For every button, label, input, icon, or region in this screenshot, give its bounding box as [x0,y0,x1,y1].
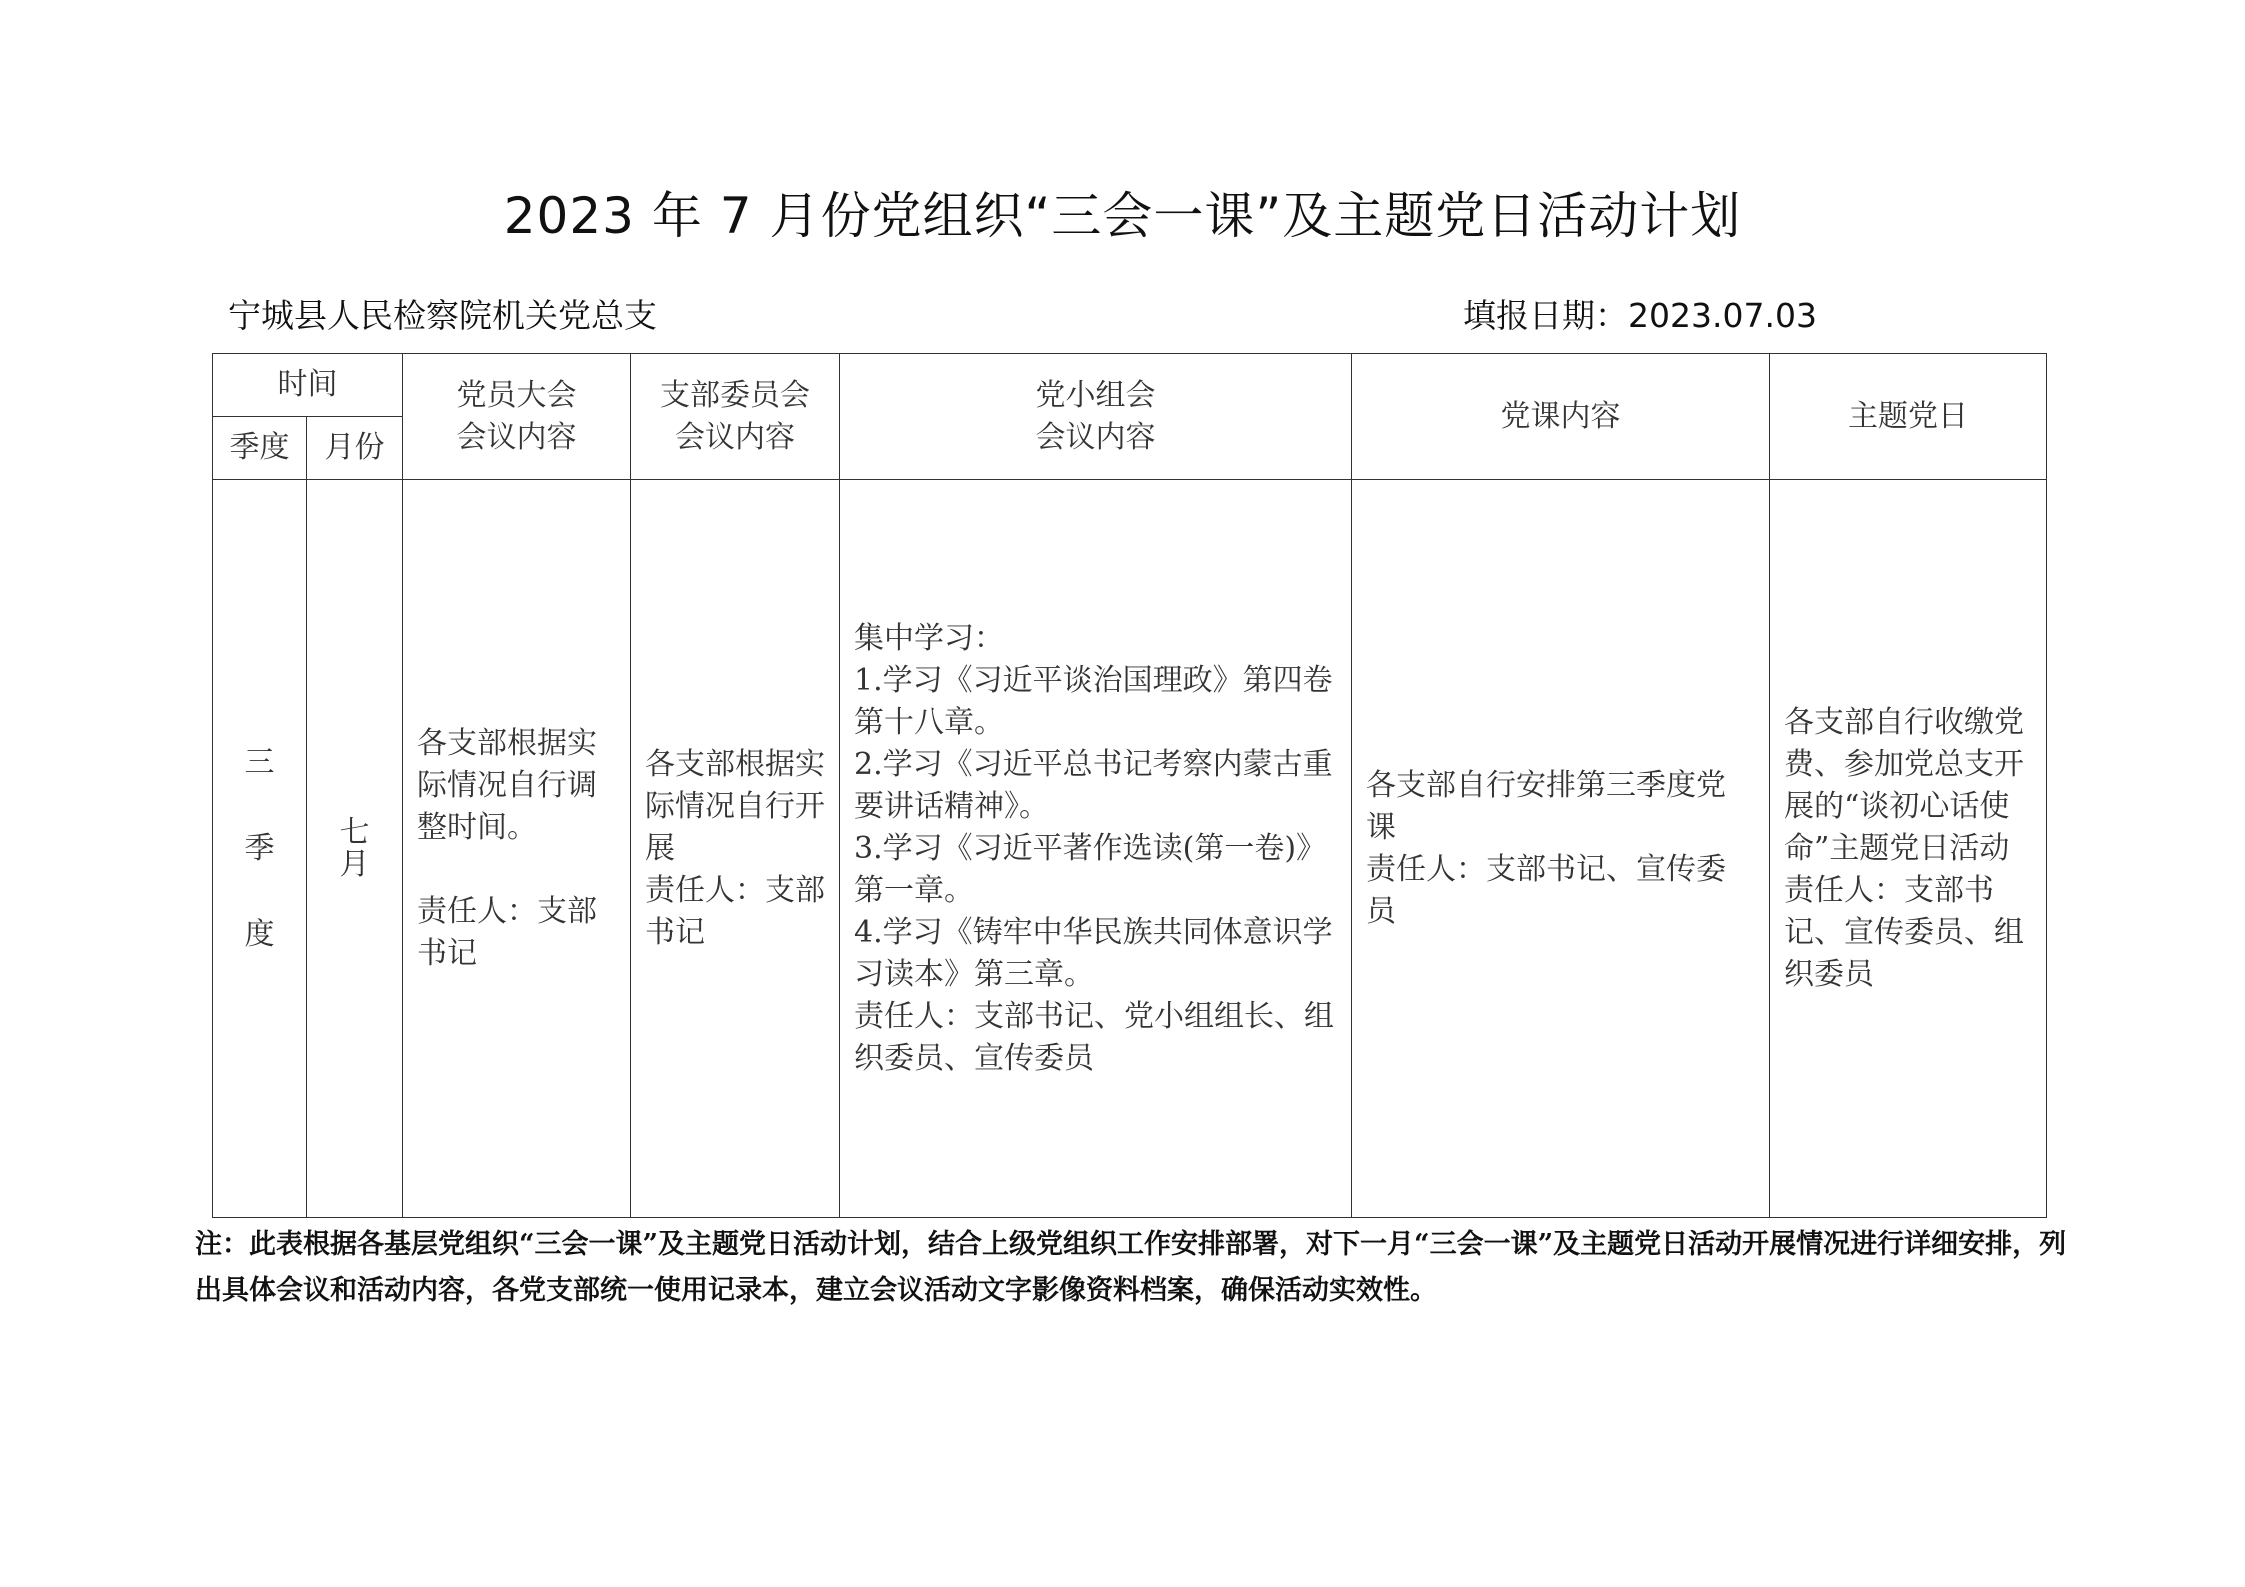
page-title: 2023 年 7 月份党组织“三会一课”及主题党日活动计划 [503,187,1742,245]
header-theme-day: 主题党日 [1770,354,2047,480]
header-party-lesson: 党课内容 [1352,354,1770,480]
activity-plan-table [212,353,2047,1218]
cell-quarter: 三 季 度 [213,480,307,1218]
header-time: 时间 [213,354,403,417]
cell-month: 七 月 [307,480,403,1218]
cell-group-meeting: 集中学习： 1.学习《习近平谈治国理政》第四卷第十八章。 2.学习《习近平总书记考察内蒙古重要讲话精神》。 3.学习《习近平著作选读(第一卷)》第一章。 4.学习《铸牢中华民族共同体意识学习读本》第三章。 责任人：支部书记、党小组组长、组织委员、宣传委员 [840,480,1352,1218]
fill-date: 填报日期：2023.07.03 [1463,296,1817,335]
header-month: 月份 [307,417,403,480]
organization-name: 宁城县人民检察院机关党总支 [228,296,657,335]
cell-theme-day: 各支部自行收缴党费、参加党总支开展的“谈初心话使命”主题党日活动 责任人：支部书记、宣传委员、组织委员 [1770,480,2047,1218]
header-branch-committee: 支部委员会 会议内容 [631,354,840,480]
header-member-meeting: 党员大会 会议内容 [403,354,631,480]
table-row [213,480,2047,1218]
cell-member-meeting: 各支部根据实际情况自行调整时间。 责任人：支部书记 [403,480,631,1218]
cell-branch-committee: 各支部根据实际情况自行开展 责任人：支部书记 [631,480,840,1218]
header-quarter: 季度 [213,417,307,480]
footnote: 注：此表根据各基层党组织“三会一课”及主题党日活动计划，结合上级党组织工作安排部署，对下一月“三会一课”及主题党日活动开展情况进行详细安排，列出具体会议和活动内容，各党支部统一使用记录本，建立会议活动文字影像资料档案，确保活动实效性。 [195,1229,2067,1306]
cell-party-lesson: 各支部自行安排第三季度党课 责任人：支部书记、宣传委员 [1352,480,1770,1218]
header-group-meeting: 党小组会 会议内容 [840,354,1352,480]
